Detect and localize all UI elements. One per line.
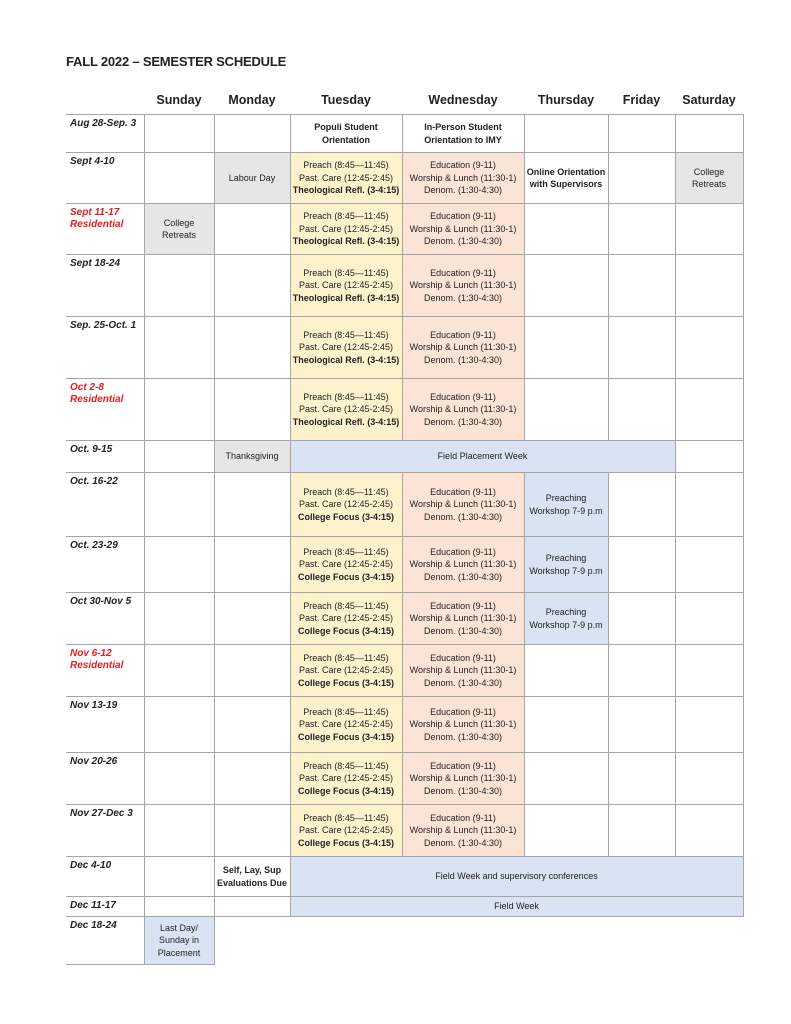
cell-saturday [675, 593, 743, 645]
empty-cell [402, 917, 524, 965]
wednesday-denom: Denom. (1:30-4:30) [423, 677, 503, 688]
tuesday-care: Past. Care (12:45-2:45) [298, 559, 394, 570]
tuesday-focus: Theological Refl. (3-4:15) [292, 236, 400, 247]
wednesday-education: Education (9-11) [430, 652, 496, 663]
tuesday-focus: College Focus (3-4:15) [297, 625, 395, 636]
cell-monday [214, 805, 290, 857]
cell-friday [608, 317, 675, 379]
cell-monday: Thanksgiving [214, 441, 290, 473]
cell-tuesday [290, 593, 402, 645]
week-label: Oct 30-Nov 5 [66, 593, 144, 645]
cell-monday [214, 697, 290, 753]
cell-monday [214, 645, 290, 697]
tuesday-preach: Preach (8:45—11:45) [303, 706, 389, 717]
tuesday-focus: College Focus (3-4:15) [297, 731, 395, 742]
empty-cell [524, 917, 608, 965]
wednesday-worship: Worship & Lunch (11:30-1) [409, 280, 517, 291]
field-week: Field Week [290, 897, 743, 917]
week-label: Nov 6-12 Residential [66, 645, 144, 697]
cell-monday [214, 379, 290, 441]
header-week [66, 86, 144, 115]
wednesday-denom: Denom. (1:30-4:30) [423, 571, 503, 582]
header-wednesday: Wednesday [428, 92, 498, 107]
week-label: Oct 2-8 Residential [66, 379, 144, 441]
cell-sunday [144, 805, 214, 857]
cell-tuesday [290, 753, 402, 805]
tuesday-focus: College Focus (3-4:15) [297, 571, 395, 582]
tuesday-focus: Theological Refl. (3-4:15) [292, 354, 400, 365]
cell-tuesday: Populi Student Orientation [290, 115, 402, 153]
header-sunday: Sunday [156, 92, 202, 107]
cell-thursday: Preaching Workshop 7-9 p.m [524, 593, 608, 645]
wednesday-denom: Denom. (1:30-4:30) [423, 511, 503, 522]
week-label: Dec 4-10 [66, 857, 144, 897]
week-label: Dec 11-17 [66, 897, 144, 917]
table-row [66, 857, 743, 897]
wednesday-denom: Denom. (1:30-4:30) [423, 354, 503, 365]
tuesday-care: Past. Care (12:45-2:45) [298, 665, 394, 676]
tuesday-care: Past. Care (12:45-2:45) [298, 404, 394, 415]
cell-monday [214, 115, 290, 153]
table-row [66, 317, 743, 379]
cell-tuesday [290, 473, 402, 537]
cell-thursday [524, 753, 608, 805]
tuesday-focus: College Focus (3-4:15) [297, 677, 395, 688]
cell-thursday [524, 645, 608, 697]
empty-cell [675, 917, 743, 965]
wednesday-education: Education (9-11) [430, 160, 496, 171]
wednesday-denom: Denom. (1:30-4:30) [423, 625, 503, 636]
cell-sunday: College Retreats [144, 204, 214, 255]
header-friday: Friday [622, 92, 661, 107]
schedule-table [66, 86, 744, 965]
week-label: Nov 20-26 [66, 753, 144, 805]
cell-thursday [524, 805, 608, 857]
tuesday-preach: Preach (8:45—11:45) [303, 160, 389, 171]
wednesday-education: Education (9-11) [430, 812, 496, 823]
wednesday-denom: Denom. (1:30-4:30) [423, 731, 503, 742]
cell-tuesday [290, 697, 402, 753]
cell-friday [608, 204, 675, 255]
tuesday-focus: Theological Refl. (3-4:15) [292, 185, 400, 196]
cell-saturday [675, 255, 743, 317]
wednesday-education: Education (9-11) [430, 211, 496, 222]
wednesday-worship: Worship & Lunch (11:30-1) [409, 719, 517, 730]
cell-sunday [144, 753, 214, 805]
cell-saturday [675, 204, 743, 255]
cell-saturday [675, 805, 743, 857]
wednesday-education: Education (9-11) [430, 760, 496, 771]
week-label: Oct. 9-15 [66, 441, 144, 473]
tuesday-care: Past. Care (12:45-2:45) [298, 825, 394, 836]
tuesday-care: Past. Care (12:45-2:45) [298, 280, 394, 291]
cell-thursday [524, 255, 608, 317]
table-row [66, 537, 743, 593]
table-row [66, 379, 743, 441]
cell-wednesday: In-Person Student Orientation to IMY [402, 115, 524, 153]
cell-friday [608, 379, 675, 441]
week-label: Oct. 16-22 [66, 473, 144, 537]
tuesday-care: Past. Care (12:45-2:45) [298, 613, 394, 624]
tuesday-care: Past. Care (12:45-2:45) [298, 172, 394, 183]
cell-wednesday [402, 153, 524, 204]
cell-monday [214, 473, 290, 537]
tuesday-preach: Preach (8:45—11:45) [303, 211, 389, 222]
wednesday-worship: Worship & Lunch (11:30-1) [409, 342, 517, 353]
wednesday-education: Education (9-11) [430, 706, 496, 717]
table-row [66, 805, 743, 857]
tuesday-preach: Preach (8:45—11:45) [303, 546, 389, 557]
wednesday-denom: Denom. (1:30-4:30) [423, 185, 503, 196]
cell-wednesday [402, 204, 524, 255]
table-row [66, 153, 743, 204]
cell-monday: Labour Day [214, 153, 290, 204]
tuesday-preach: Preach (8:45—11:45) [303, 600, 389, 611]
wednesday-worship: Worship & Lunch (11:30-1) [409, 613, 517, 624]
wednesday-education: Education (9-11) [430, 391, 496, 402]
tuesday-care: Past. Care (12:45-2:45) [298, 223, 394, 234]
wednesday-education: Education (9-11) [430, 329, 496, 340]
cell-monday [214, 317, 290, 379]
cell-wednesday [402, 379, 524, 441]
empty-cell [608, 917, 675, 965]
cell-thursday: Preaching Workshop 7-9 p.m [524, 537, 608, 593]
week-label: Sept 18-24 [66, 255, 144, 317]
cell-sunday [144, 441, 214, 473]
header-row [66, 86, 743, 115]
week-label: Aug 28-Sep. 3 [66, 115, 144, 153]
header-monday: Monday [228, 92, 276, 107]
cell-wednesday [402, 473, 524, 537]
cell-sunday [144, 645, 214, 697]
cell-friday [608, 255, 675, 317]
cell-saturday [675, 753, 743, 805]
empty-cell [290, 917, 402, 965]
cell-friday [608, 115, 675, 153]
tuesday-preach: Preach (8:45—11:45) [303, 760, 389, 771]
tuesday-focus: Theological Refl. (3-4:15) [292, 292, 400, 303]
cell-wednesday [402, 645, 524, 697]
wednesday-worship: Worship & Lunch (11:30-1) [409, 223, 517, 234]
cell-thursday [524, 317, 608, 379]
tuesday-preach: Preach (8:45—11:45) [303, 652, 389, 663]
cell-tuesday [290, 379, 402, 441]
cell-monday [214, 753, 290, 805]
wednesday-worship: Worship & Lunch (11:30-1) [409, 499, 517, 510]
cell-friday [608, 645, 675, 697]
week-label: Sept 4-10 [66, 153, 144, 204]
cell-sunday [144, 697, 214, 753]
cell-saturday [675, 473, 743, 537]
week-label: Dec 18-24 [66, 917, 144, 965]
week-label: Nov 27-Dec 3 [66, 805, 144, 857]
field-placement-week: Field Placement Week [290, 441, 675, 473]
cell-wednesday [402, 593, 524, 645]
table-row [66, 473, 743, 537]
cell-friday [608, 593, 675, 645]
tuesday-focus: College Focus (3-4:15) [297, 511, 395, 522]
week-label: Nov 13-19 [66, 697, 144, 753]
table-row [66, 897, 743, 917]
tuesday-preach: Preach (8:45—11:45) [303, 486, 389, 497]
wednesday-worship: Worship & Lunch (11:30-1) [409, 559, 517, 570]
wednesday-denom: Denom. (1:30-4:30) [423, 416, 503, 427]
cell-tuesday [290, 255, 402, 317]
cell-saturday: College Retreats [675, 153, 743, 204]
cell-wednesday [402, 697, 524, 753]
tuesday-preach: Preach (8:45—11:45) [303, 391, 389, 402]
wednesday-denom: Denom. (1:30-4:30) [423, 837, 503, 848]
field-week-conferences: Field Week and supervisory conferences [290, 857, 743, 897]
cell-friday [608, 697, 675, 753]
cell-thursday [524, 204, 608, 255]
cell-wednesday [402, 317, 524, 379]
cell-thursday [524, 379, 608, 441]
cell-monday [214, 537, 290, 593]
table-row [66, 917, 743, 965]
cell-saturday [675, 441, 743, 473]
table-row [66, 753, 743, 805]
cell-monday [214, 255, 290, 317]
cell-tuesday [290, 204, 402, 255]
wednesday-denom: Denom. (1:30-4:30) [423, 292, 503, 303]
cell-sunday [144, 473, 214, 537]
empty-cell [214, 917, 290, 965]
cell-friday [608, 473, 675, 537]
page-title: FALL 2022 – SEMESTER SCHEDULE [66, 54, 287, 69]
tuesday-care: Past. Care (12:45-2:45) [298, 499, 394, 510]
wednesday-denom: Denom. (1:30-4:30) [423, 236, 503, 247]
table-row [66, 697, 743, 753]
wednesday-worship: Worship & Lunch (11:30-1) [409, 665, 517, 676]
cell-wednesday [402, 753, 524, 805]
wednesday-education: Education (9-11) [430, 267, 496, 278]
cell-tuesday [290, 317, 402, 379]
cell-saturday [675, 317, 743, 379]
cell-sunday [144, 115, 214, 153]
table-row [66, 115, 743, 153]
table-row [66, 441, 743, 473]
week-label: Sept 11-17 Residential [66, 204, 144, 255]
cell-friday [608, 753, 675, 805]
cell-sunday [144, 255, 214, 317]
wednesday-denom: Denom. (1:30-4:30) [423, 785, 503, 796]
cell-thursday [524, 697, 608, 753]
wednesday-worship: Worship & Lunch (11:30-1) [409, 773, 517, 784]
cell-saturday [675, 645, 743, 697]
wednesday-worship: Worship & Lunch (11:30-1) [409, 172, 517, 183]
cell-sunday [144, 857, 214, 897]
tuesday-focus: College Focus (3-4:15) [297, 837, 395, 848]
cell-sunday [144, 379, 214, 441]
week-label: Oct. 23-29 [66, 537, 144, 593]
header-tuesday: Tuesday [321, 92, 371, 107]
cell-sunday [144, 317, 214, 379]
tuesday-preach: Preach (8:45—11:45) [303, 329, 389, 340]
cell-monday [214, 204, 290, 255]
cell-sunday [144, 897, 214, 917]
table-row [66, 204, 743, 255]
wednesday-worship: Worship & Lunch (11:30-1) [409, 404, 517, 415]
table-row [66, 593, 743, 645]
cell-thursday: Preaching Workshop 7-9 p.m [524, 473, 608, 537]
tuesday-care: Past. Care (12:45-2:45) [298, 719, 394, 730]
wednesday-education: Education (9-11) [430, 600, 496, 611]
cell-sunday [144, 593, 214, 645]
cell-monday [214, 897, 290, 917]
cell-wednesday [402, 255, 524, 317]
header-saturday: Saturday [682, 92, 736, 107]
cell-friday [608, 153, 675, 204]
cell-sunday [144, 537, 214, 593]
cell-friday [608, 537, 675, 593]
cell-saturday [675, 697, 743, 753]
cell-sunday [144, 153, 214, 204]
cell-tuesday [290, 805, 402, 857]
tuesday-focus: Theological Refl. (3-4:15) [292, 416, 400, 427]
table-row [66, 645, 743, 697]
week-label: Sep. 25-Oct. 1 [66, 317, 144, 379]
cell-monday [214, 593, 290, 645]
tuesday-focus: College Focus (3-4:15) [297, 785, 395, 796]
cell-sunday: Last Day/ Sunday in Placement [144, 917, 214, 965]
cell-monday: Self, Lay, Sup Evaluations Due [214, 857, 290, 897]
cell-tuesday [290, 645, 402, 697]
cell-saturday [675, 115, 743, 153]
tuesday-care: Past. Care (12:45-2:45) [298, 773, 394, 784]
cell-tuesday [290, 153, 402, 204]
tuesday-preach: Preach (8:45—11:45) [303, 267, 389, 278]
cell-wednesday [402, 805, 524, 857]
table-row [66, 255, 743, 317]
wednesday-education: Education (9-11) [430, 546, 496, 557]
cell-saturday [675, 379, 743, 441]
cell-wednesday [402, 537, 524, 593]
wednesday-worship: Worship & Lunch (11:30-1) [409, 825, 517, 836]
cell-saturday [675, 537, 743, 593]
cell-thursday: Online Orientation with Supervisors [524, 153, 608, 204]
tuesday-care: Past. Care (12:45-2:45) [298, 342, 394, 353]
header-thursday: Thursday [537, 92, 595, 107]
cell-thursday [524, 115, 608, 153]
cell-tuesday [290, 537, 402, 593]
wednesday-education: Education (9-11) [430, 486, 496, 497]
tuesday-preach: Preach (8:45—11:45) [303, 812, 389, 823]
cell-friday [608, 805, 675, 857]
